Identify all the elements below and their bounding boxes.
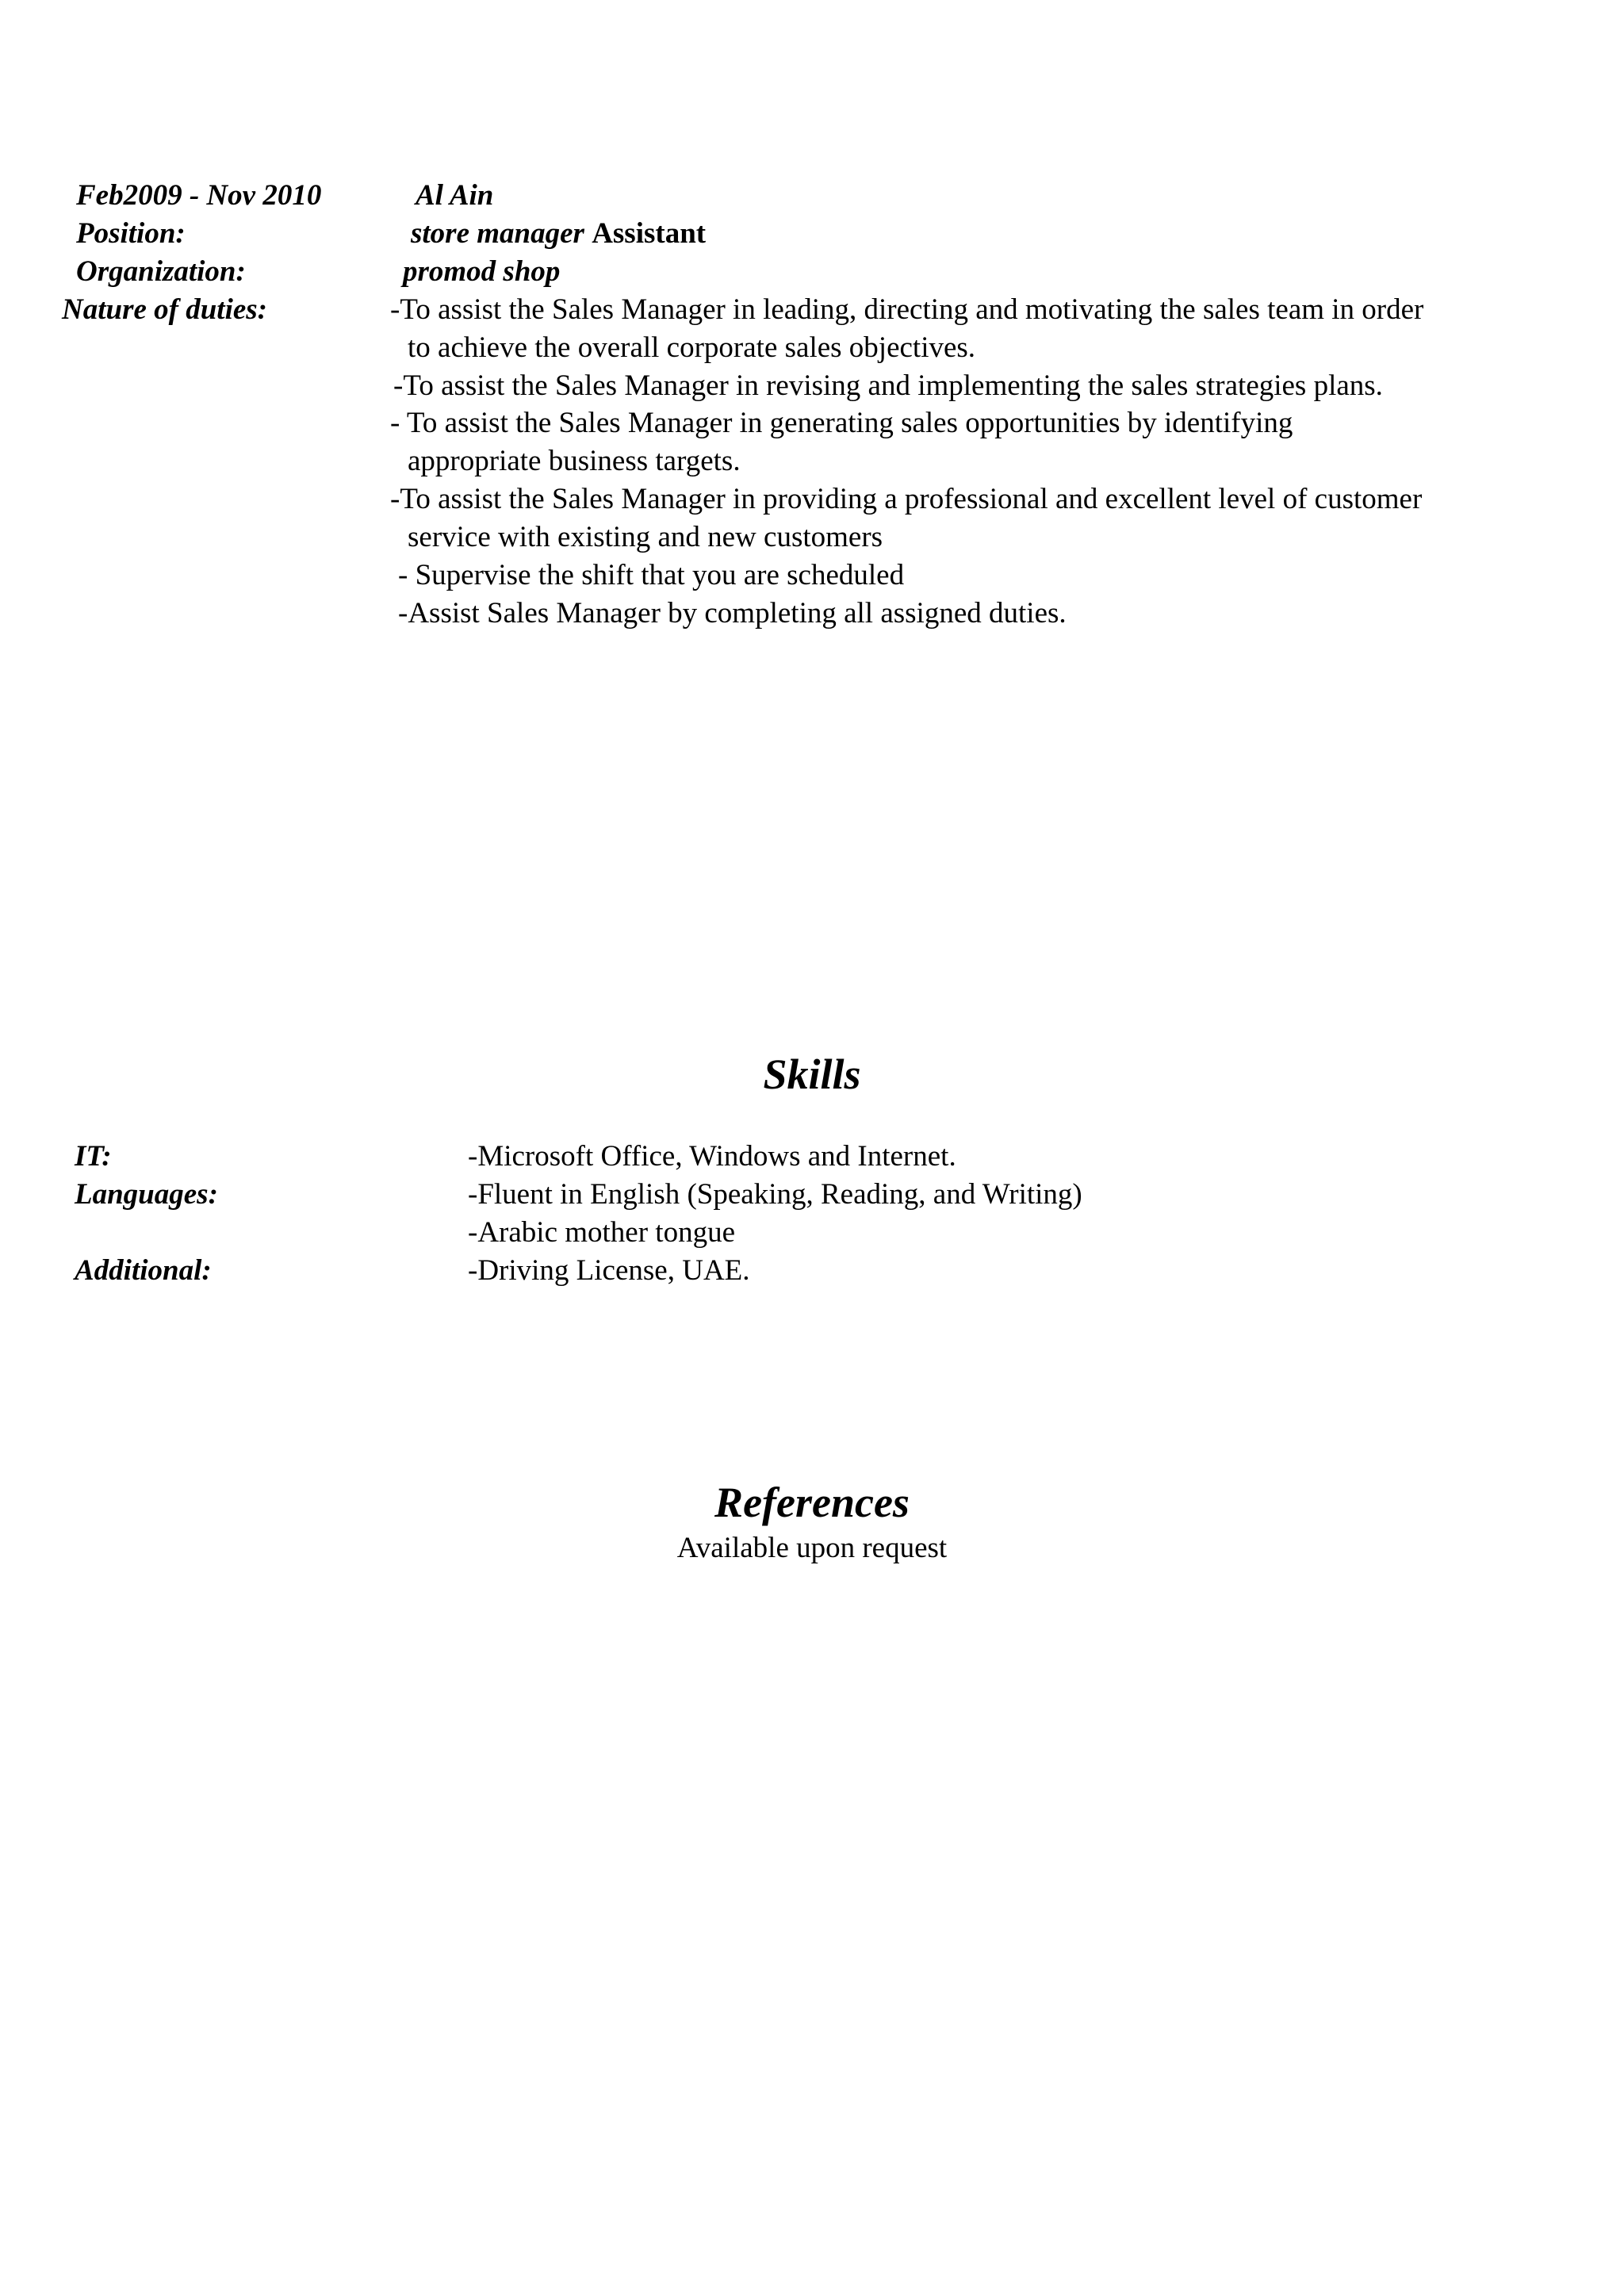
position-bold: Assistant [592,217,707,250]
references-text: Available upon request [676,1532,948,1564]
duty-line: -To assist the Sales Manager in providing a professional and excellent level of customer [390,483,1423,515]
duty-line: -To assist the Sales Manager in revising and implementing the sales strategies plans. [393,369,1383,402]
duty-line: - Supervise the shift that you are scheduled [398,559,905,591]
organization-label: Organization: [76,255,246,288]
languages-value: -Fluent in English (Speaking, Reading, and Writing) [468,1178,1082,1211]
duty-line: to achieve the overall corporate sales objectives. [408,331,976,364]
languages-value: -Arabic mother tongue [468,1216,735,1249]
duty-line: - To assist the Sales Manager in generating sales opportunities by identifying [390,407,1293,439]
duty-line: service with existing and new customers [408,521,883,553]
it-value: -Microsoft Office, Windows and Internet. [468,1140,956,1173]
duty-line: appropriate business targets. [408,445,741,477]
additional-value: -Driving License, UAE. [468,1254,750,1287]
duty-line: -Assist Sales Manager by completing all assigned duties. [398,597,1067,629]
position-italic: store manager [411,217,584,250]
employment-period: Feb2009 - Nov 2010 [76,179,322,212]
skills-heading: Skills [763,1050,861,1098]
duty-line: -To assist the Sales Manager in leading, directing and motivating the sales team in order [390,293,1424,326]
it-label: IT: [75,1140,112,1173]
references-heading: References [714,1479,910,1526]
position-value [411,219,706,248]
organization-value: promod shop [403,255,561,288]
duties-label: Nature of duties: [62,293,267,326]
languages-label: Languages: [75,1178,218,1211]
employment-location: Al Ain [416,179,494,212]
position-label: Position: [76,217,186,250]
additional-label: Additional: [75,1254,212,1287]
